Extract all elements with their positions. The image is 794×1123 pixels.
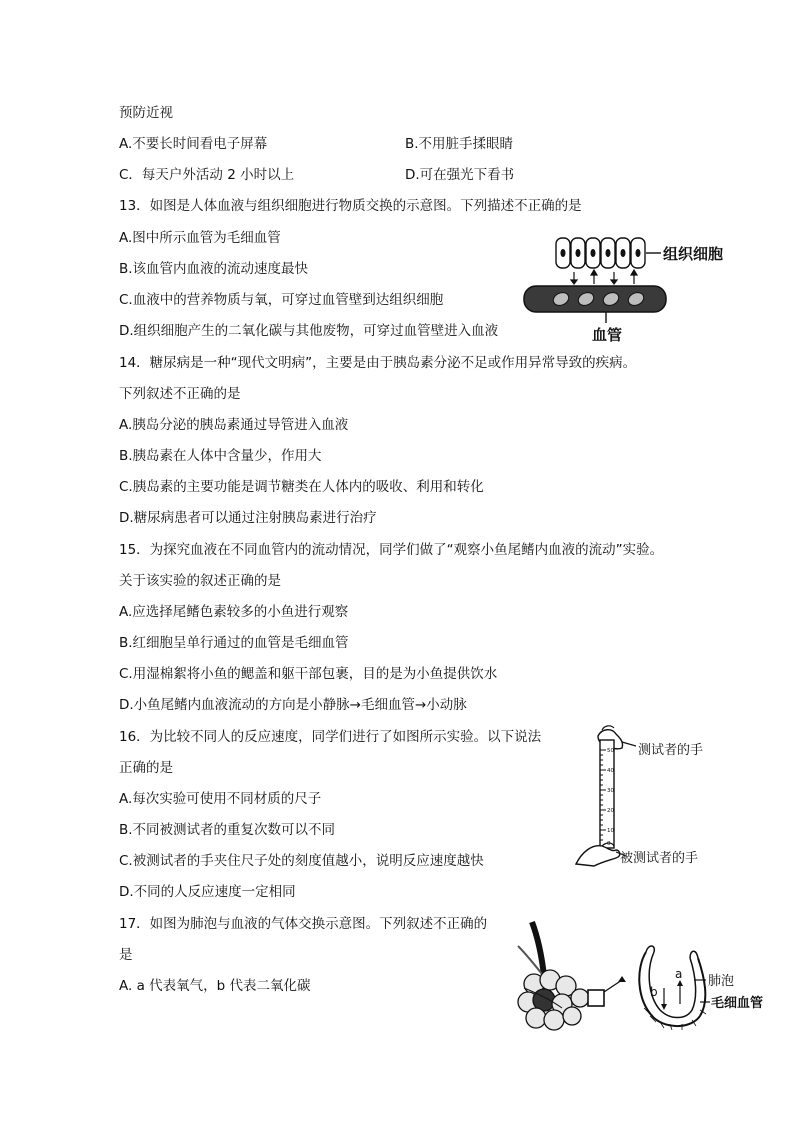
q12-option-d: D.可在强光下看书	[405, 167, 515, 183]
q13-option-a: A.图中所示血管为毛细血管	[119, 230, 281, 246]
q15-option-c: C.用湿棉絮将小鱼的鳃盖和躯干部包裹，目的是为小鱼提供饮水	[119, 666, 498, 682]
q17-stem-line2: 是	[119, 947, 133, 963]
q12-stem-tail: 预防近视	[119, 105, 173, 121]
q14-option-d: D.糖尿病患者可以通过注射胰岛素进行治疗	[119, 510, 377, 526]
ruler-mark-20: 20	[607, 808, 614, 814]
q16-option-c: C.被测试者的手夹住尺子处的刻度值越小，说明反应速度越快	[119, 853, 484, 869]
q15-option-d: D.小鱼尾鳍内血液流动的方向是小静脉→毛细血管→小动脉	[119, 697, 467, 713]
q16-option-a: A.每次实验可使用不同材质的尺子	[119, 791, 322, 807]
label-tissue-cells: 组织细胞	[663, 245, 724, 263]
q13-option-d: D.组织细胞产生的二氧化碳与其他废物，可穿过血管壁进入血液	[119, 323, 499, 339]
ruler-mark-10: 10	[607, 828, 614, 834]
q12-option-a: A.不要长时间看电子屏幕	[119, 136, 268, 152]
label-b: b	[650, 985, 658, 999]
q14-option-b: B.胰岛素在人体中含量少，作用大	[119, 448, 322, 464]
q14-stem-line2: 下列叙述不正确的是	[119, 386, 241, 402]
q12-option-b: B.不用脏手揉眼睛	[405, 136, 514, 152]
q13-option-c: C.血液中的营养物质与氧，可穿过血管壁到达组织细胞	[119, 292, 444, 308]
q13-stem: 13．如图是人体血液与组织细胞进行物质交换的示意图。下列描述不正确的是	[119, 198, 582, 214]
label-alveolus: 肺泡	[708, 974, 735, 989]
q16-stem-line1: 16．为比较不同人的反应速度，同学们进行了如图所示实验。以下说法	[119, 729, 542, 745]
ruler-mark-40: 40	[607, 768, 614, 774]
label-blood-vessel: 血管	[592, 326, 623, 344]
q16-figure-ruler-drop	[572, 724, 772, 874]
ruler-mark-50: 50	[607, 748, 614, 754]
q14-option-c: C.胰岛素的主要功能是调节糖类在人体内的吸收、利用和转化	[119, 479, 484, 495]
q17-figure-alveolus-exchange	[504, 918, 779, 1040]
q15-stem-line1: 15．为探究血液在不同血管内的流动情况，同学们做了“观察小鱼尾鳍内血液的流动”实验。	[119, 542, 664, 558]
q12-option-c: C．每天户外活动 2 小时以上	[119, 167, 295, 183]
ruler-mark-0: 0	[607, 841, 611, 847]
label-subject-hand: 被测试者的手	[620, 851, 699, 866]
q15-option-b: B.红细胞呈单行通过的血管是毛细血管	[119, 635, 349, 651]
ruler-mark-30: 30	[607, 788, 614, 794]
label-capillary: 毛细血管	[711, 996, 764, 1011]
q16-option-b: B.不同被测试者的重复次数可以不同	[119, 822, 336, 838]
q13-option-b: B.该血管内血液的流动速度最快	[119, 261, 309, 277]
q17-option-a: A. a 代表氧气，b 代表二氧化碳	[119, 978, 311, 994]
q13-figure-capillary	[516, 228, 756, 348]
q14-stem-line1: 14．糖尿病是一种“现代文明病”，主要是由于胰岛素分泌不足或作用异常导致的疾病。	[119, 355, 637, 371]
q15-stem-line2: 关于该实验的叙述正确的是	[119, 573, 281, 589]
q16-option-d: D.不同的人反应速度一定相同	[119, 884, 296, 900]
label-a: a	[675, 967, 683, 981]
label-tester-hand: 测试者的手	[638, 743, 704, 758]
q16-stem-line2: 正确的是	[119, 760, 173, 776]
q15-option-a: A.应选择尾鳍色素较多的小鱼进行观察	[119, 604, 349, 620]
q17-stem-line1: 17．如图为肺泡与血液的气体交换示意图。下列叙述不正确的	[119, 916, 488, 932]
q14-option-a: A.胰岛分泌的胰岛素通过导管进入血液	[119, 417, 349, 433]
